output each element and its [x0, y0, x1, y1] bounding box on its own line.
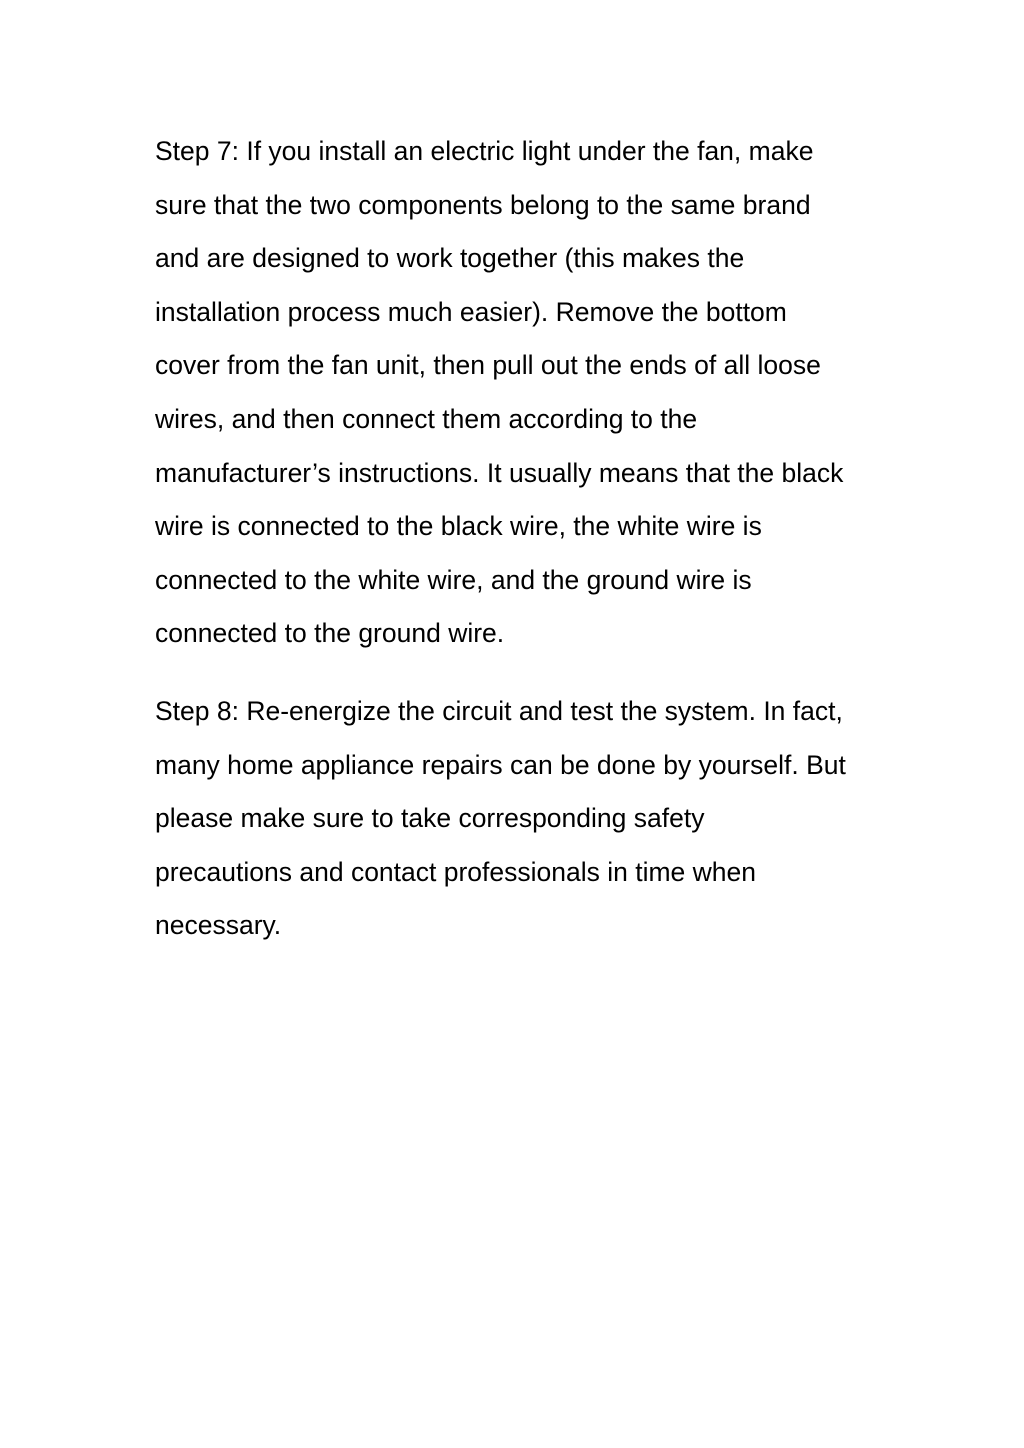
paragraph-step-8: [155, 685, 875, 953]
paragraph-line: please make sure to take corresponding safety: [155, 803, 705, 834]
paragraph-line: cover from the fan unit, then pull out the ends of all loose: [155, 350, 821, 381]
document-body: [155, 125, 875, 953]
paragraph-step-7: [155, 125, 875, 661]
paragraph-line: sure that the two components belong to the same brand: [155, 189, 811, 220]
paragraph-line: wire is connected to the black wire, the white wire is: [155, 511, 762, 542]
paragraph-line: and are designed to work together (this makes the: [155, 243, 745, 274]
paragraph-line: wires, and then connect them according to the: [155, 403, 698, 434]
paragraph-line: precautions and contact professionals in time when: [155, 856, 757, 887]
paragraph-line: connected to the white wire, and the ground wire is: [155, 564, 752, 595]
paragraph-line: manufacturer’s instructions. It usually means that the black: [155, 457, 844, 488]
paragraph-line: Step 8: Re-energize the circuit and test the system. In fact,: [155, 695, 843, 726]
paragraph-line: installation process much easier). Remove the bottom: [155, 296, 787, 327]
paragraph-line: connected to the ground wire.: [155, 618, 505, 649]
paragraph-line: Step 7: If you install an electric light under the fan, make: [155, 136, 814, 166]
paragraph-line: many home appliance repairs can be done by yourself. But: [155, 749, 846, 780]
paragraph-line: necessary.: [155, 910, 282, 941]
